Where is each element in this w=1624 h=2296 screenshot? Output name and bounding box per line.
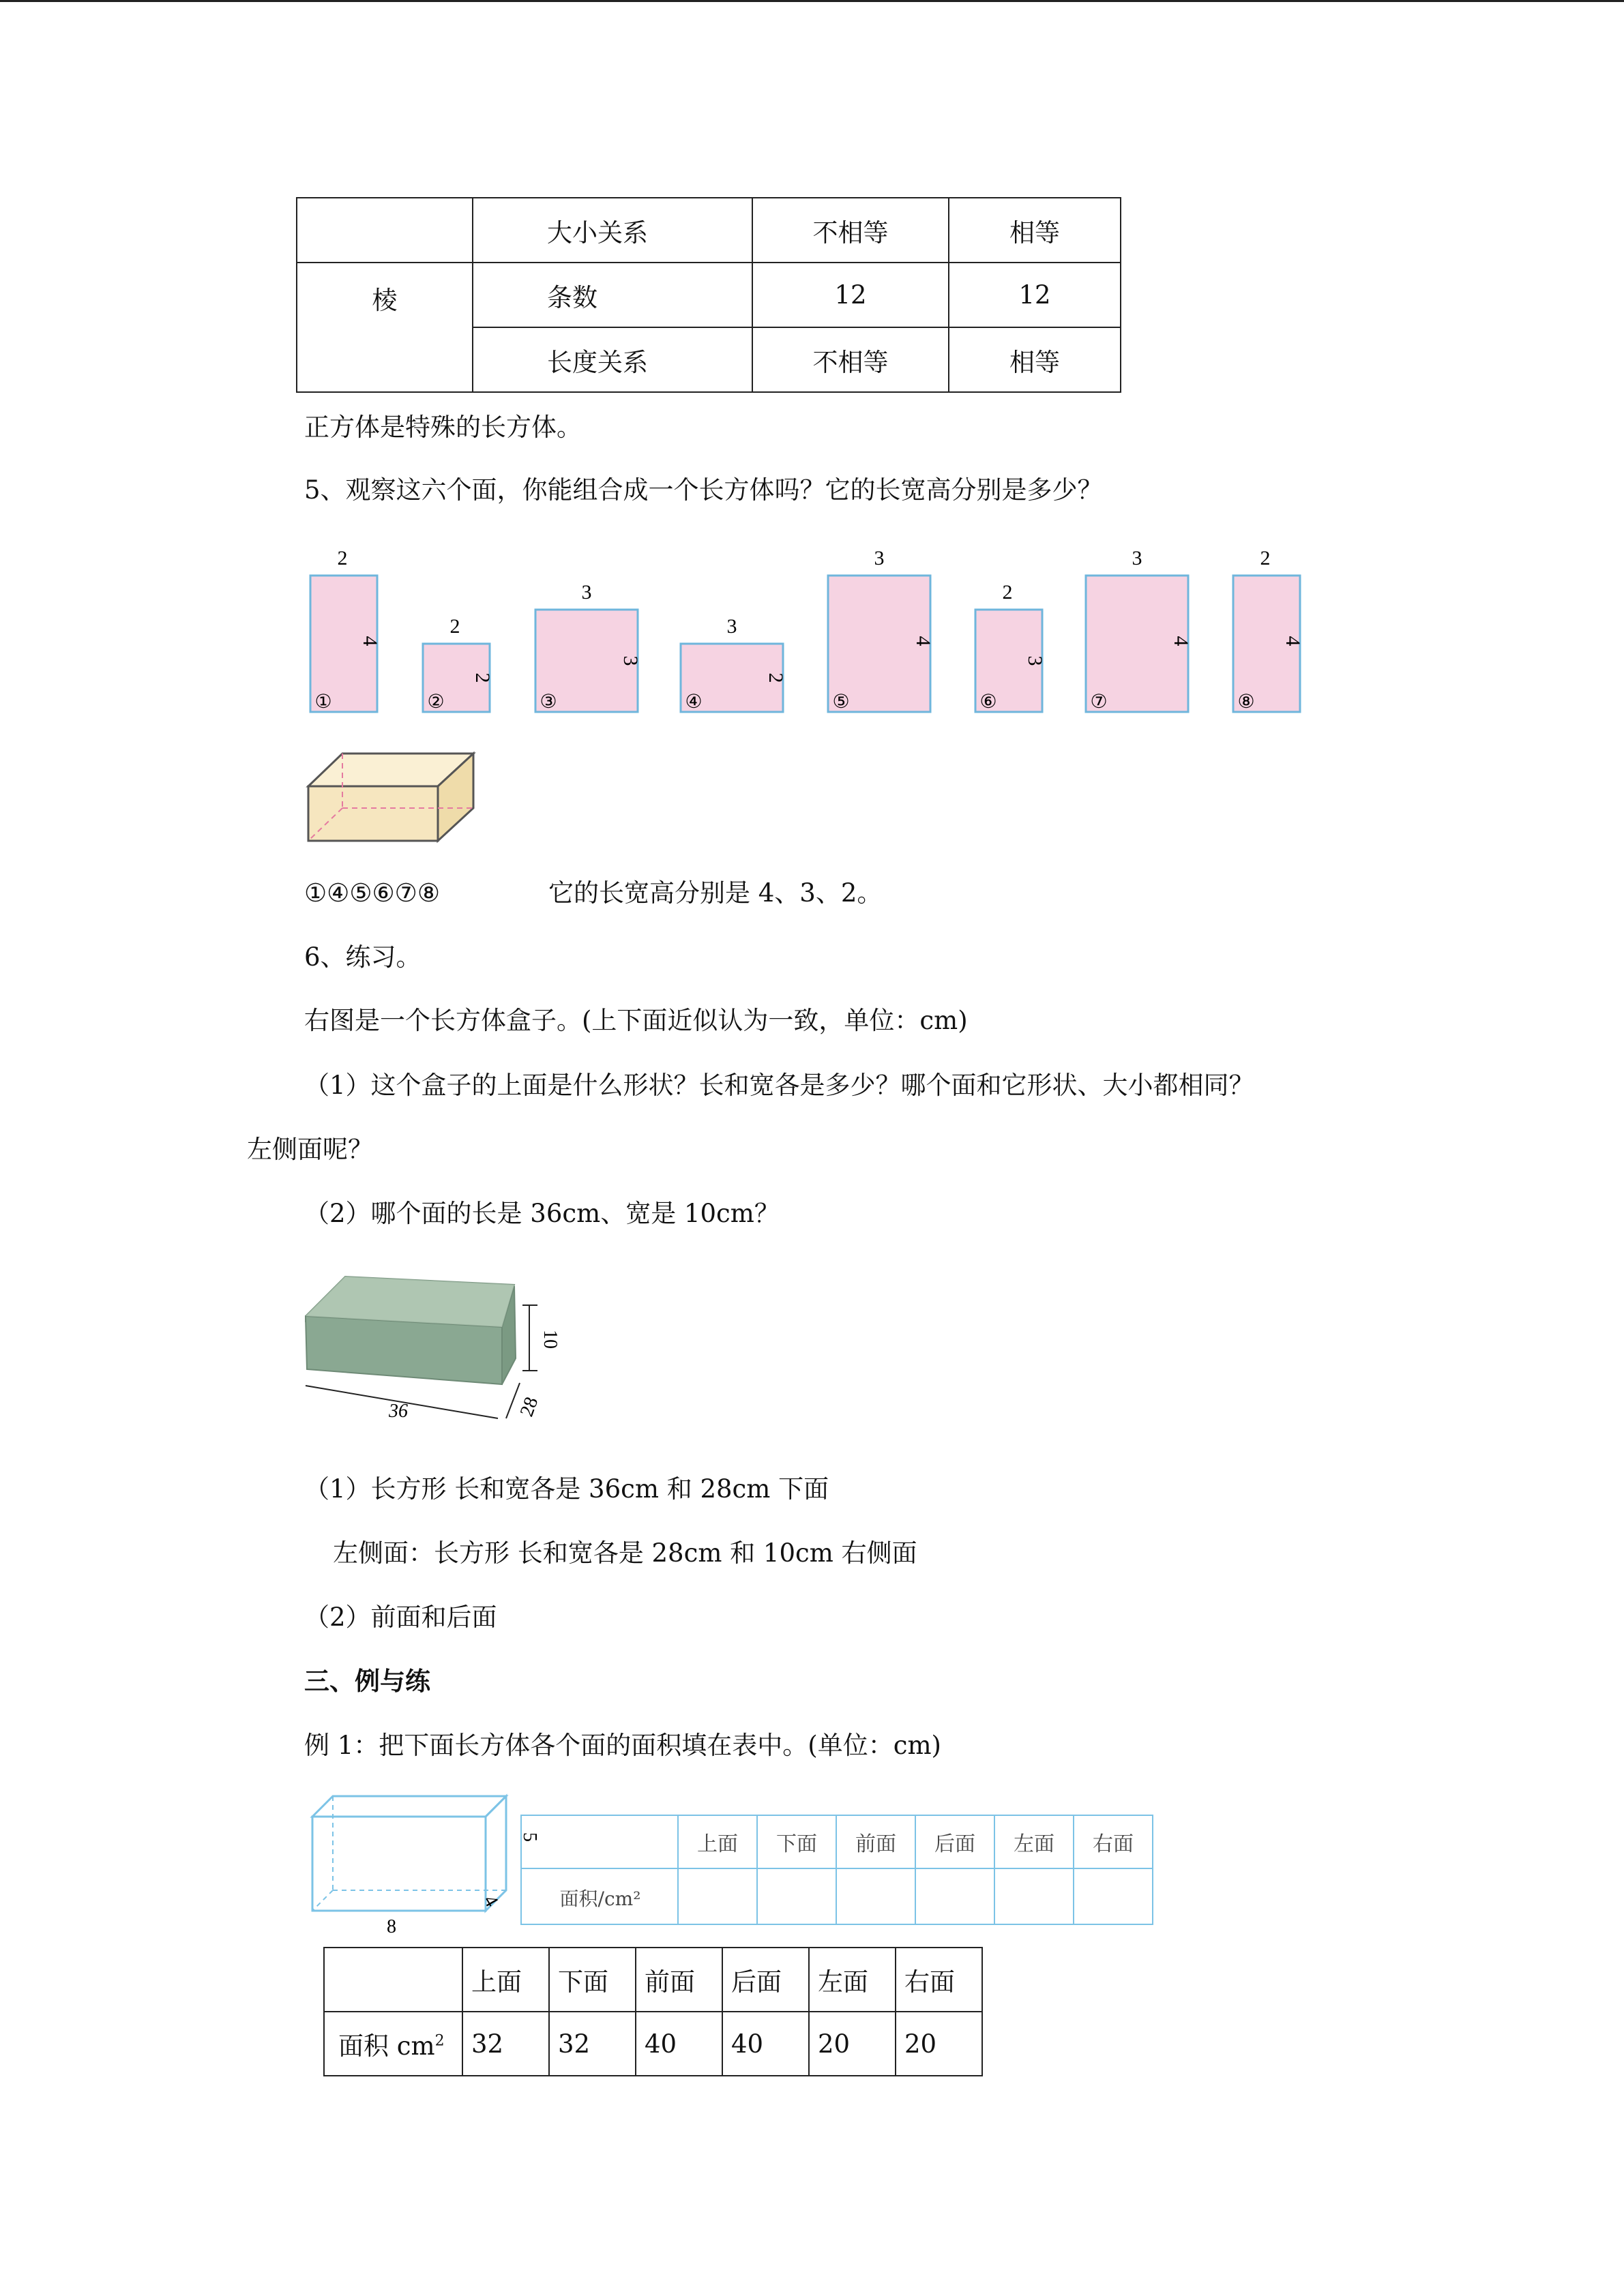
face-number: ① (314, 690, 332, 713)
face-top-label: 2 (337, 547, 348, 569)
edge-row-header: 棱 (297, 263, 473, 392)
face-top-label: 3 (581, 581, 592, 603)
table-cell: 12 (949, 263, 1121, 327)
table-row (297, 263, 1121, 327)
cuboid-illustration (303, 747, 480, 846)
face-number: ⑥ (979, 690, 997, 713)
table-row (324, 1948, 982, 2012)
table-cell: 20 (896, 2012, 982, 2076)
example-height-label: 5 (519, 1832, 540, 1842)
q6-part2: （2）哪个面的长是 36cm、宽是 10cm？ (304, 1199, 780, 1228)
table-header-cell: 上面 (462, 1948, 549, 2012)
face-7 (1086, 547, 1192, 713)
table-header-cell: 前面 (636, 1948, 722, 2012)
q6-intro: 右图是一个长方体盒子。(上下面近似认为一致，单位：cm) (304, 1006, 968, 1035)
table-cell: 长度关系 (473, 327, 752, 392)
cube-note: 正方体是特殊的长方体。 (304, 413, 582, 442)
box-photo (297, 1268, 570, 1432)
table-cell: 相等 (949, 198, 1121, 263)
table-cell: 32 (462, 2012, 549, 2076)
example-table-header: 下面 (776, 1832, 817, 1856)
box-length-label: 36 (389, 1401, 408, 1422)
answer-1-line1: （1）长方形 长和宽各是 36cm 和 28cm 下面 (304, 1474, 829, 1504)
table-cell (324, 1948, 462, 2012)
table-cell (297, 198, 473, 263)
table-cell: 大小关系 (473, 198, 752, 263)
face-top-label: 3 (874, 547, 885, 569)
face-top-label: 2 (449, 615, 460, 638)
box-height-label: 10 (540, 1330, 561, 1349)
face-3 (535, 581, 642, 713)
box-width-label: 28 (516, 1394, 543, 1420)
face-side-label: 3 (1024, 655, 1046, 666)
area-row-label (324, 2012, 462, 2076)
q6-part1: （1）这个盒子的上面是什么形状？长和宽各是多少？哪个面和它形状、大小都相同？ (304, 1071, 1254, 1100)
face-1 (310, 547, 381, 713)
face-number: ② (427, 690, 445, 713)
question-5: 5、观察这六个面，你能组合成一个长方体吗？它的长宽高分别是多少？ (304, 475, 1103, 505)
face-number: ④ (685, 690, 703, 713)
face-top-label: 2 (1260, 547, 1271, 569)
face-5 (828, 547, 934, 713)
table-row (324, 2012, 982, 2076)
face-top-label: 2 (1002, 581, 1013, 603)
table-cell: 32 (549, 2012, 636, 2076)
face-top-label: 3 (1132, 547, 1142, 569)
face-number: ⑧ (1237, 690, 1255, 713)
table-row (297, 198, 1121, 263)
face-side-label: 3 (619, 655, 642, 666)
faces-figure (300, 539, 1310, 723)
face-2 (423, 615, 494, 713)
area-row-label-sup: 2 (434, 2032, 445, 2050)
example-length-label: 8 (387, 1916, 396, 1937)
example-1: 例 1：把下面长方体各个面的面积填在表中。(单位：cm) (304, 1731, 941, 1760)
edge-table (296, 197, 1121, 393)
table-header-cell: 后面 (722, 1948, 809, 2012)
face-number: ⑦ (1090, 690, 1108, 713)
example-blank-table (521, 1815, 1153, 1924)
question-6: 6、练习。 (304, 942, 422, 972)
q6-part1-cont: 左侧面呢？ (247, 1135, 373, 1164)
page-top-rule (0, 0, 1624, 2)
table-header-cell: 下面 (549, 1948, 636, 2012)
answer-1-line2: 左侧面：长方形 长和宽各是 28cm 和 10cm 右侧面 (333, 1538, 917, 1568)
q5-answer-dims: 它的长宽高分别是 4、3、2。 (548, 878, 883, 908)
table-cell: 相等 (949, 327, 1121, 392)
example-table-row-label: 面积/cm² (559, 1888, 641, 1910)
example-table-header: 上面 (697, 1832, 738, 1856)
table-cell: 20 (809, 2012, 896, 2076)
example-table-header: 右面 (1093, 1832, 1134, 1856)
table-cell: 不相等 (752, 327, 949, 392)
example-figure (307, 1788, 1160, 1941)
face-number: ③ (540, 690, 557, 713)
area-row-label-text: 面积 cm (338, 2031, 435, 2061)
face-side-label: 2 (471, 672, 494, 683)
answer-2: （2）前面和后面 (304, 1602, 497, 1632)
table-cell: 40 (722, 2012, 809, 2076)
face-number: ⑤ (832, 690, 850, 713)
face-6 (975, 581, 1046, 713)
table-cell: 条数 (473, 263, 752, 327)
face-8 (1233, 547, 1304, 713)
example-table-header: 左面 (1014, 1832, 1054, 1856)
table-cell: 40 (636, 2012, 722, 2076)
face-side-label: 4 (1282, 636, 1304, 646)
table-header-cell: 左面 (809, 1948, 896, 2012)
face-side-label: 4 (359, 636, 381, 646)
example-width-label: 4 (479, 1891, 503, 1911)
q5-answer-faces: ①④⑤⑥⑦⑧ (304, 878, 441, 908)
table-cell: 12 (752, 263, 949, 327)
face-top-label: 3 (726, 615, 737, 638)
table-cell: 不相等 (752, 198, 949, 263)
face-4 (681, 615, 787, 713)
face-side-label: 4 (1170, 636, 1192, 646)
area-table (323, 1947, 983, 2076)
face-side-label: 2 (765, 672, 787, 683)
example-table-header: 前面 (855, 1832, 896, 1856)
face-side-label: 4 (912, 636, 934, 646)
table-header-cell: 右面 (896, 1948, 982, 2012)
example-table-header: 后面 (934, 1832, 975, 1856)
section-3-heading: 三、例与练 (304, 1667, 430, 1696)
